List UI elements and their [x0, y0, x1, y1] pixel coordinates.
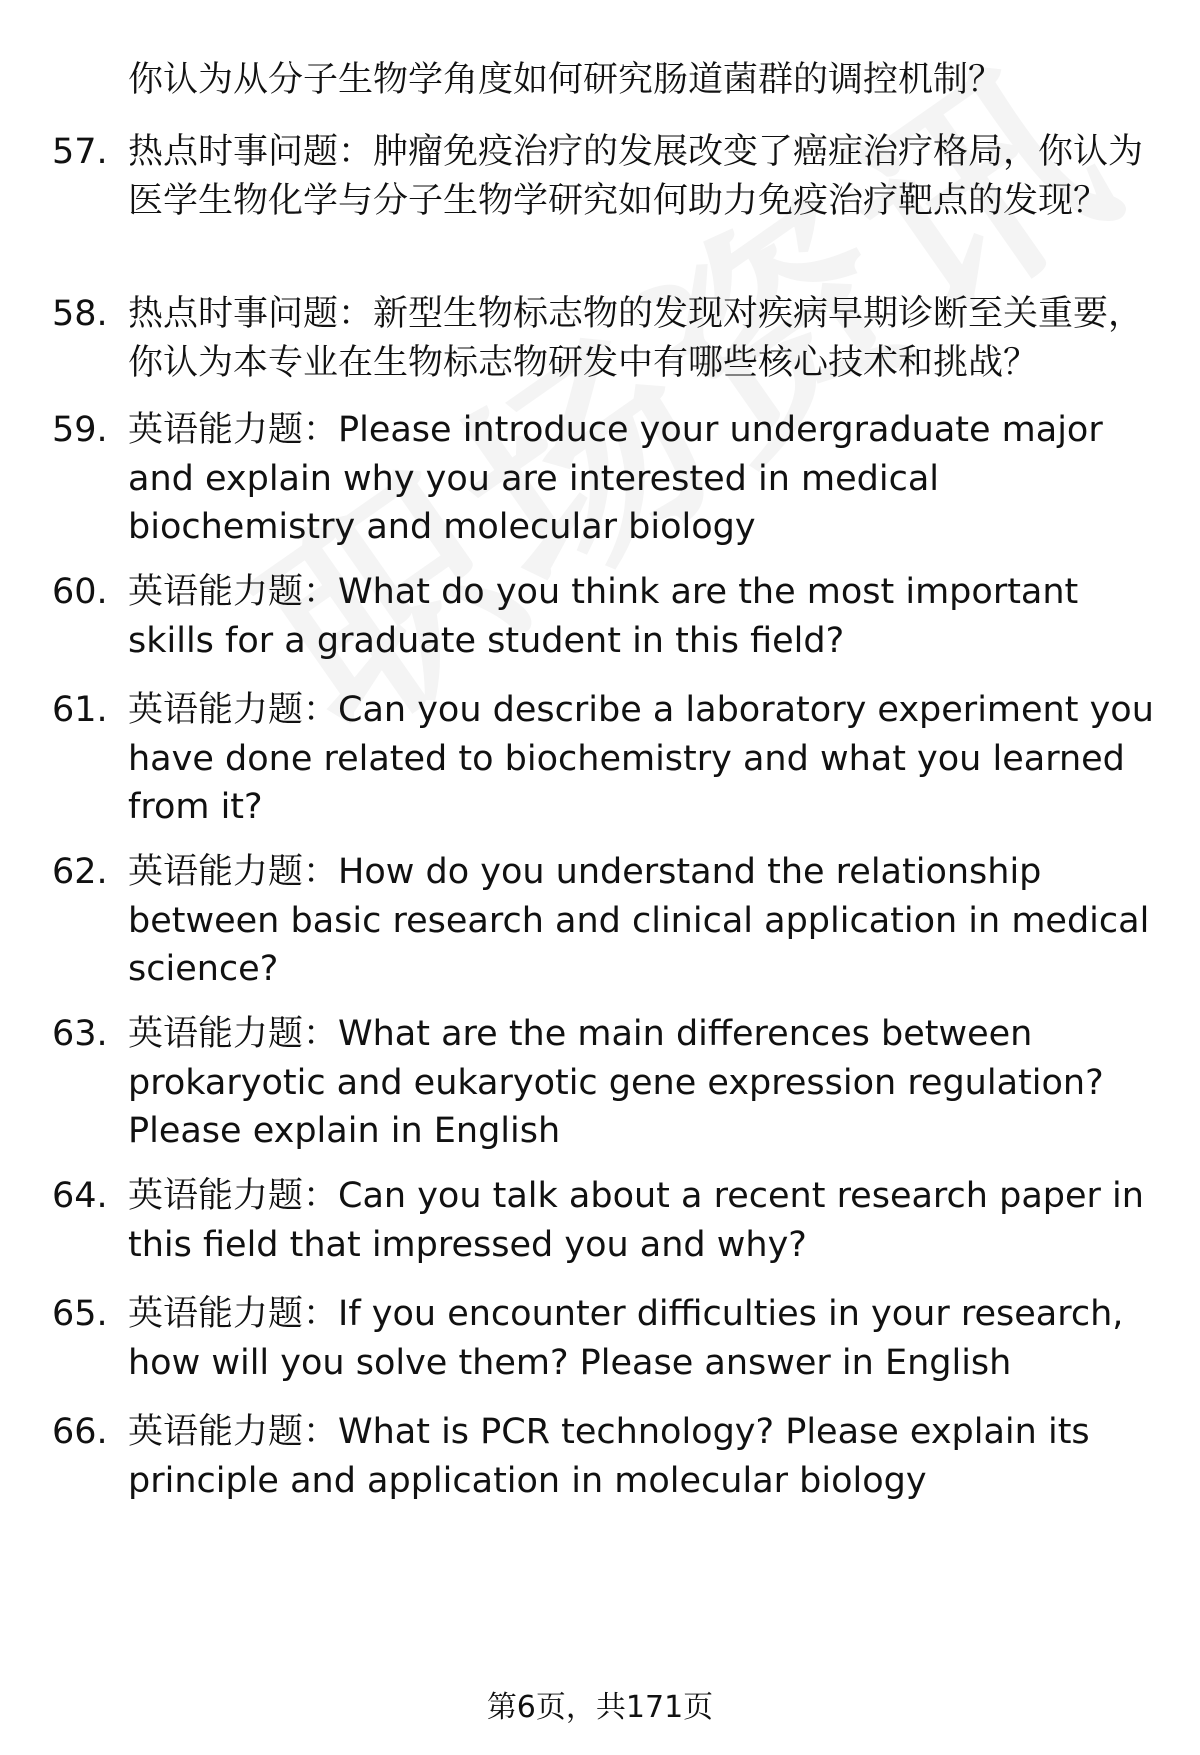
question-number: 62. [52, 852, 108, 892]
question-text: 英语能力题：What are the main differences between prokaryotic and eukaryotic gene expression regulation? Please explain in English [128, 1014, 1104, 1151]
question-text: 英语能力题：Please introduce your undergraduate major and explain why you are interested in medical biochemistry and molecular biology [128, 410, 1103, 547]
question-number: 60. [52, 572, 108, 612]
question-text: 热点时事问题：肿瘤免疫治疗的发展改变了癌症治疗格局，你认为医学生物化学与分子生物学研究如何助力免疫治疗靶点的发现？ [128, 132, 1144, 221]
question-text: 英语能力题：What is PCR technology? Please explain its principle and application in molecular biology [128, 1412, 1090, 1501]
question-number: 64. [52, 1176, 108, 1216]
question-text: 热点时事问题：新型生物标志物的发现对疾病早期诊断至关重要，你认为本专业在生物标志物研发中有哪些核心技术和挑战？ [128, 294, 1144, 383]
question-number: 57. [52, 132, 108, 172]
question-text: 英语能力题：How do you understand the relationship between basic research and clinical application in medical science? [128, 852, 1150, 989]
question-text: 英语能力题：What do you think are the most important skills for a graduate student in this field? [128, 572, 1079, 661]
question-text: 英语能力题：If you encounter difficulties in your research, how will you solve them? Please answer in English [128, 1294, 1124, 1383]
question-number: 61. [52, 690, 108, 730]
question-number: 65. [52, 1294, 108, 1334]
question-number: 58. [52, 294, 108, 334]
question-text: 英语能力题：Can you describe a laboratory experiment you have done related to biochemistry and what you learned from it? [128, 690, 1154, 827]
question-number: 59. [52, 410, 108, 450]
question-number: 66. [52, 1412, 108, 1452]
lead-in-text: 你认为从分子生物学角度如何研究肠道菌群的调控机制？ [128, 60, 1004, 100]
question-number: 63. [52, 1014, 108, 1054]
question-text: 英语能力题：Can you talk about a recent research paper in this field that impressed you and why? [128, 1176, 1144, 1265]
page-footer: 第6页，共171页 [486, 1690, 714, 1725]
